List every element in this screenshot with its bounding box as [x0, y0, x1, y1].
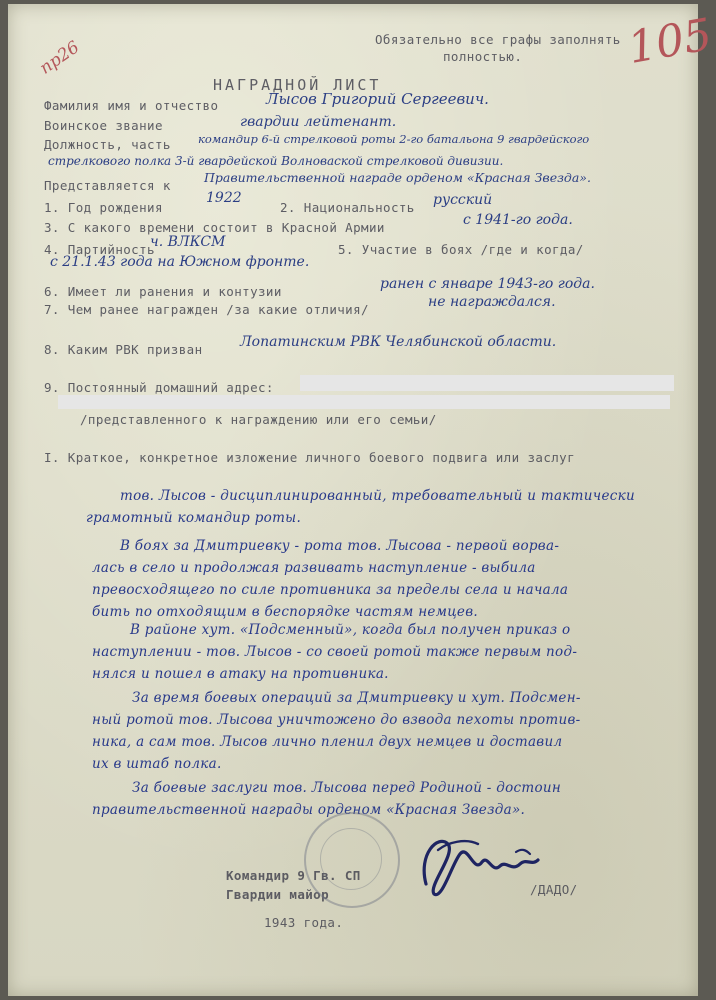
name-label: Фамилия имя и отчество [44, 98, 219, 113]
battles-value: с 21.1.43 года на Южном фронте. [50, 254, 310, 270]
body-line: нялся и пошел в атаку на противника. [92, 666, 389, 682]
drafted-value: Лопатинским РВК Челябинской области. [240, 334, 557, 350]
rank-label: Воинское звание [44, 118, 163, 133]
body-line: ника, а сам тов. Лысов лично пленил двух немцев и доставил [92, 734, 563, 750]
nominated-label: Представляется к [44, 178, 171, 193]
battles-label: 5. Участие в боях /где и когда/ [338, 242, 584, 257]
body-line: В районе хут. «Подсменный», когда был получен приказ о [130, 622, 571, 638]
summary-label: I. Краткое, конкретное изложение личного боевого подвига или заслуг [44, 450, 576, 465]
party-label: 4. Партийность [44, 242, 155, 257]
wounds-value: ранен с январе 1943-го года. [380, 276, 595, 292]
party-value: ч. ВЛКСМ [150, 234, 226, 250]
service-label: 3. С какого времени состоит в Красной Армии [44, 220, 385, 235]
header-note-1: Обязательно все графы заполнять [375, 32, 621, 47]
page-title: НАГРАДНОЙ ЛИСТ [213, 76, 382, 94]
rank-value: гвардии лейтенант. [240, 114, 397, 130]
position-label: Должность, часть [44, 137, 171, 152]
body-line: наступлении - тов. Лысов - со своей ротой также первым под- [92, 644, 578, 660]
body-line: тов. Лысов - дисциплинированный, требовательный и тактически [120, 488, 635, 504]
address-note: /представленного к награждению или его семьи/ [80, 412, 437, 427]
body-line: За боевые заслуги тов. Лысова перед Родиной - достоин [132, 780, 562, 796]
body-line: В боях за Дмитриевку - рота тов. Лысова - первой ворва- [120, 538, 560, 554]
nationality-value: русский [433, 192, 493, 208]
nominated-value: Правительственной награде орденом «Красная Звезда». [204, 170, 591, 185]
commander-signature [408, 814, 548, 904]
body-line: их в штаб полка. [92, 756, 222, 772]
body-line: грамотный командир роты. [86, 510, 302, 526]
signature-date: 1943 года. [264, 915, 344, 930]
awards-label: 7. Чем ранее награжден /за какие отличия/ [44, 302, 369, 317]
header-note-2: полностью. [443, 49, 523, 64]
name-value: Лысов Григорий Сергеевич. [266, 90, 489, 108]
signature-rank: Гвардии майор [226, 887, 330, 902]
address-label: 9. Постоянный домашний адрес: [44, 380, 274, 395]
address-redaction-2 [58, 395, 670, 409]
drafted-label: 8. Каким РВК призван [44, 342, 203, 357]
body-line: превосходящего по силе противника за пределы села и начала [92, 582, 569, 598]
sheet-number: 105 [624, 9, 716, 74]
signature-surname: /ДАДО/ [530, 882, 578, 897]
signature-commander: Командир 9 Гв. СП [226, 868, 361, 883]
round-stamp [304, 812, 400, 908]
address-redaction [300, 375, 674, 391]
birth-value: 1922 [206, 190, 242, 206]
awards-value: не награждался. [428, 294, 556, 310]
body-line: правительственной награды орденом «Красная Звезда». [92, 802, 526, 818]
body-line: бить по отходящим в беспорядке частям немцев. [92, 604, 478, 620]
body-line: лась в село и продолжая развивать наступление - выбила [92, 560, 536, 576]
service-value: с 1941-го года. [463, 212, 573, 228]
position-value-1: командир 6-й стрелковой роты 2-го батальона 9 гвардейского [198, 132, 590, 146]
corner-pencil-mark: пр26 [36, 37, 84, 79]
birth-label: 1. Год рождения [44, 200, 163, 215]
nationality-label: 2. Национальность [280, 200, 415, 215]
body-line: За время боевых операций за Дмитриевку и хут. Подсмен- [132, 690, 581, 706]
position-value-2: стрелкового полка 3-й гвардейской Волноваской стрелковой дивизии. [48, 154, 504, 168]
wounds-label: 6. Имеет ли ранения и контузии [44, 284, 282, 299]
award-sheet [8, 4, 716, 996]
body-line: ный ротой тов. Лысова уничтожено до взвода пехоты против- [92, 712, 581, 728]
